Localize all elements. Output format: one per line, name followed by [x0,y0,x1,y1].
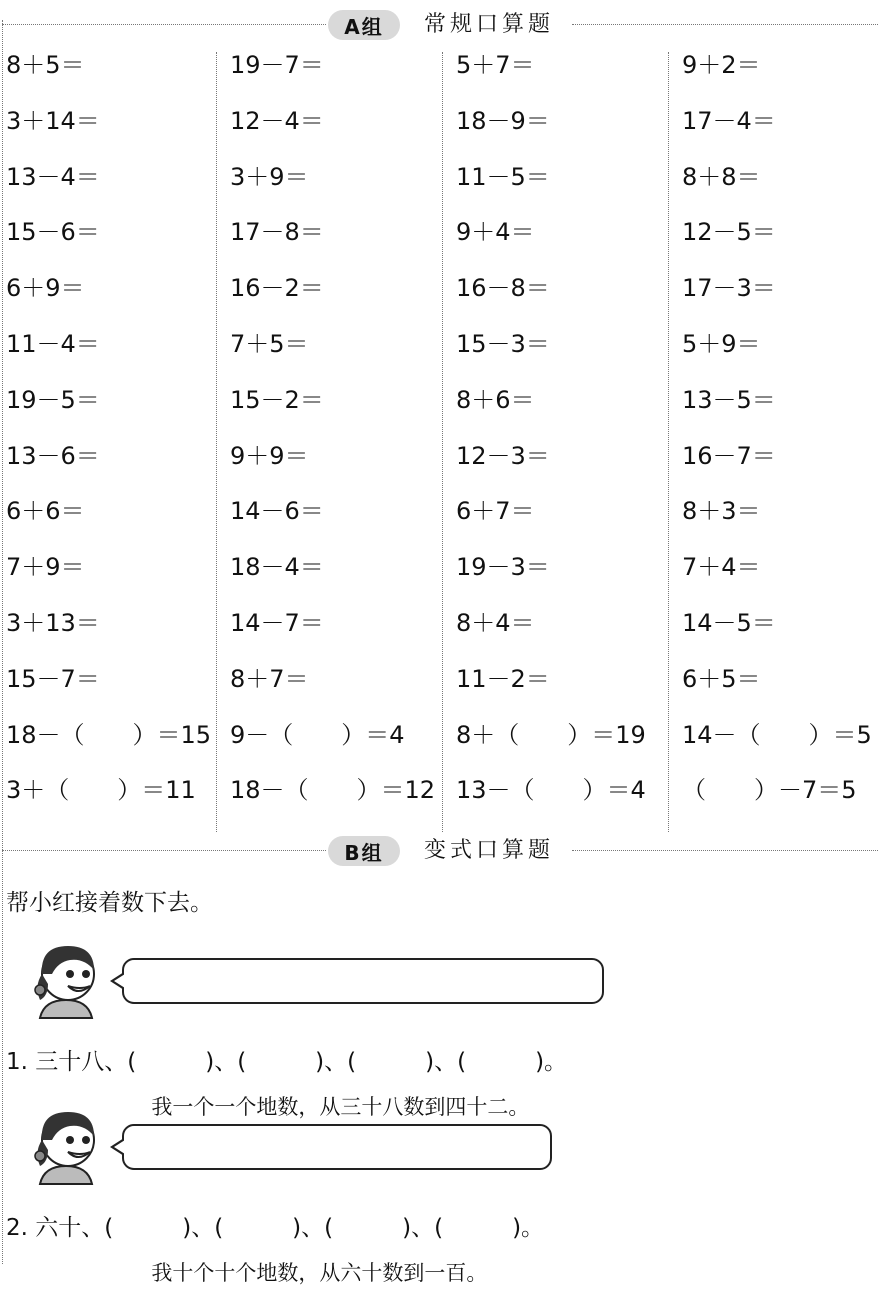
problem-item: 8＋（ ）＝19 [456,720,646,749]
problem-item: 3＋14＝ [6,106,100,135]
problem-item: 13－4＝ [6,162,100,191]
problem-item: 15－3＝ [456,330,550,358]
problem-item: 9－（ ）＝4 [230,720,405,749]
section-b-title: 变式口算题 [424,838,555,863]
problem-item: 11－4＝ [6,330,100,358]
problem-item: 16－7＝ [682,441,776,470]
problem-item: 7＋4＝ [682,553,761,582]
section-a-header [0,4,881,40]
problem-item: 19－3＝ [456,553,550,582]
problem-item: 17－8＝ [230,218,324,247]
problem-item: 8＋5＝ [6,51,85,79]
problem-item: 5＋9＝ [682,330,761,358]
problem-item: 16－2＝ [230,274,324,303]
girl-avatar-icon [30,1106,102,1188]
problem-item: 8＋3＝ [682,497,761,526]
problem-column-2 [230,38,436,834]
problem-item: 7＋9＝ [6,553,85,582]
problem-item: 9＋4＝ [456,218,535,247]
problem-item: 18－（ ）＝15 [6,720,212,749]
problem-column-1 [6,38,212,834]
problem-item: 18－9＝ [456,106,550,135]
column-divider [668,52,669,832]
section-b-badge: B组 [328,836,400,866]
problem-item: 14－7＝ [230,609,324,637]
header-dotted-line [572,24,878,25]
problem-item: 13－5＝ [682,385,776,414]
problem-item: 13－6＝ [6,441,100,470]
section-a-badge: A组 [328,10,400,40]
problem-item: 7＋5＝ [230,330,309,358]
problem-column-3 [456,38,662,834]
problem-item: 8＋8＝ [682,162,761,191]
problem-item: 12－3＝ [456,441,550,470]
problem-item: 6＋5＝ [682,664,761,693]
problem-item: 18－（ ）＝12 [230,776,436,805]
bubble-tail [114,1140,125,1154]
header-dotted-line [572,850,878,851]
section-b-header [0,830,881,866]
girl-avatar-icon [30,940,102,1022]
problem-item: 19－5＝ [6,385,100,414]
column-divider [216,52,217,832]
section-a-grid [0,38,881,834]
problem-item: 8＋7＝ [230,664,309,693]
problem-item: （ ）－7＝5 [682,776,857,805]
speech-text-1: 我一个一个地数，从三十八数到四十二。 [151,1095,530,1119]
problem-item: 11－2＝ [456,664,550,693]
problem-item: 8＋4＝ [456,609,535,637]
problem-item: 19－7＝ [230,51,324,79]
problem-item: 8＋6＝ [456,385,535,414]
speech-text-2: 我十个十个地数，从六十数到一百。 [151,1261,488,1285]
problem-item: 14－5＝ [682,609,776,637]
problem-item: 12－4＝ [230,106,324,135]
problem-item: 3＋9＝ [230,162,309,191]
problem-item: 11－5＝ [456,162,550,191]
problem-item: 12－5＝ [682,218,776,247]
instruction-text: 帮小红接着数下去。 [6,890,213,916]
problem-item: 3＋13＝ [6,609,100,637]
problem-item: 6＋6＝ [6,497,85,526]
bubble-tail [114,974,125,988]
problem-item: 6＋7＝ [456,497,535,526]
header-dotted-line [2,850,326,851]
problem-item: 15－7＝ [6,664,100,693]
problem-item: 15－2＝ [230,385,324,414]
problem-column-4 [682,38,878,834]
problem-item: 15－6＝ [6,218,100,247]
problem-item: 13－（ ）＝4 [456,776,646,805]
problem-item: 16－8＝ [456,274,550,303]
problem-item: 14－6＝ [230,497,324,526]
answer-line-2: 2. 六十、( )、( )、( )、( )。 [6,1215,545,1241]
problem-item: 9＋9＝ [230,441,309,470]
section-a-title: 常规口算题 [424,12,555,37]
problem-item: 18－4＝ [230,553,324,582]
problem-item: 3＋（ ）＝11 [6,776,196,805]
column-divider [442,52,443,832]
header-dotted-line [2,24,326,25]
problem-item: 17－4＝ [682,106,776,135]
problem-item: 14－（ ）＝5 [682,720,872,749]
problem-item: 6＋9＝ [6,274,85,303]
problem-item: 5＋7＝ [456,51,535,79]
answer-line-1: 1. 三十八、( )、( )、( )、( )。 [6,1049,568,1075]
problem-item: 17－3＝ [682,274,776,303]
problem-item: 9＋2＝ [682,51,761,79]
